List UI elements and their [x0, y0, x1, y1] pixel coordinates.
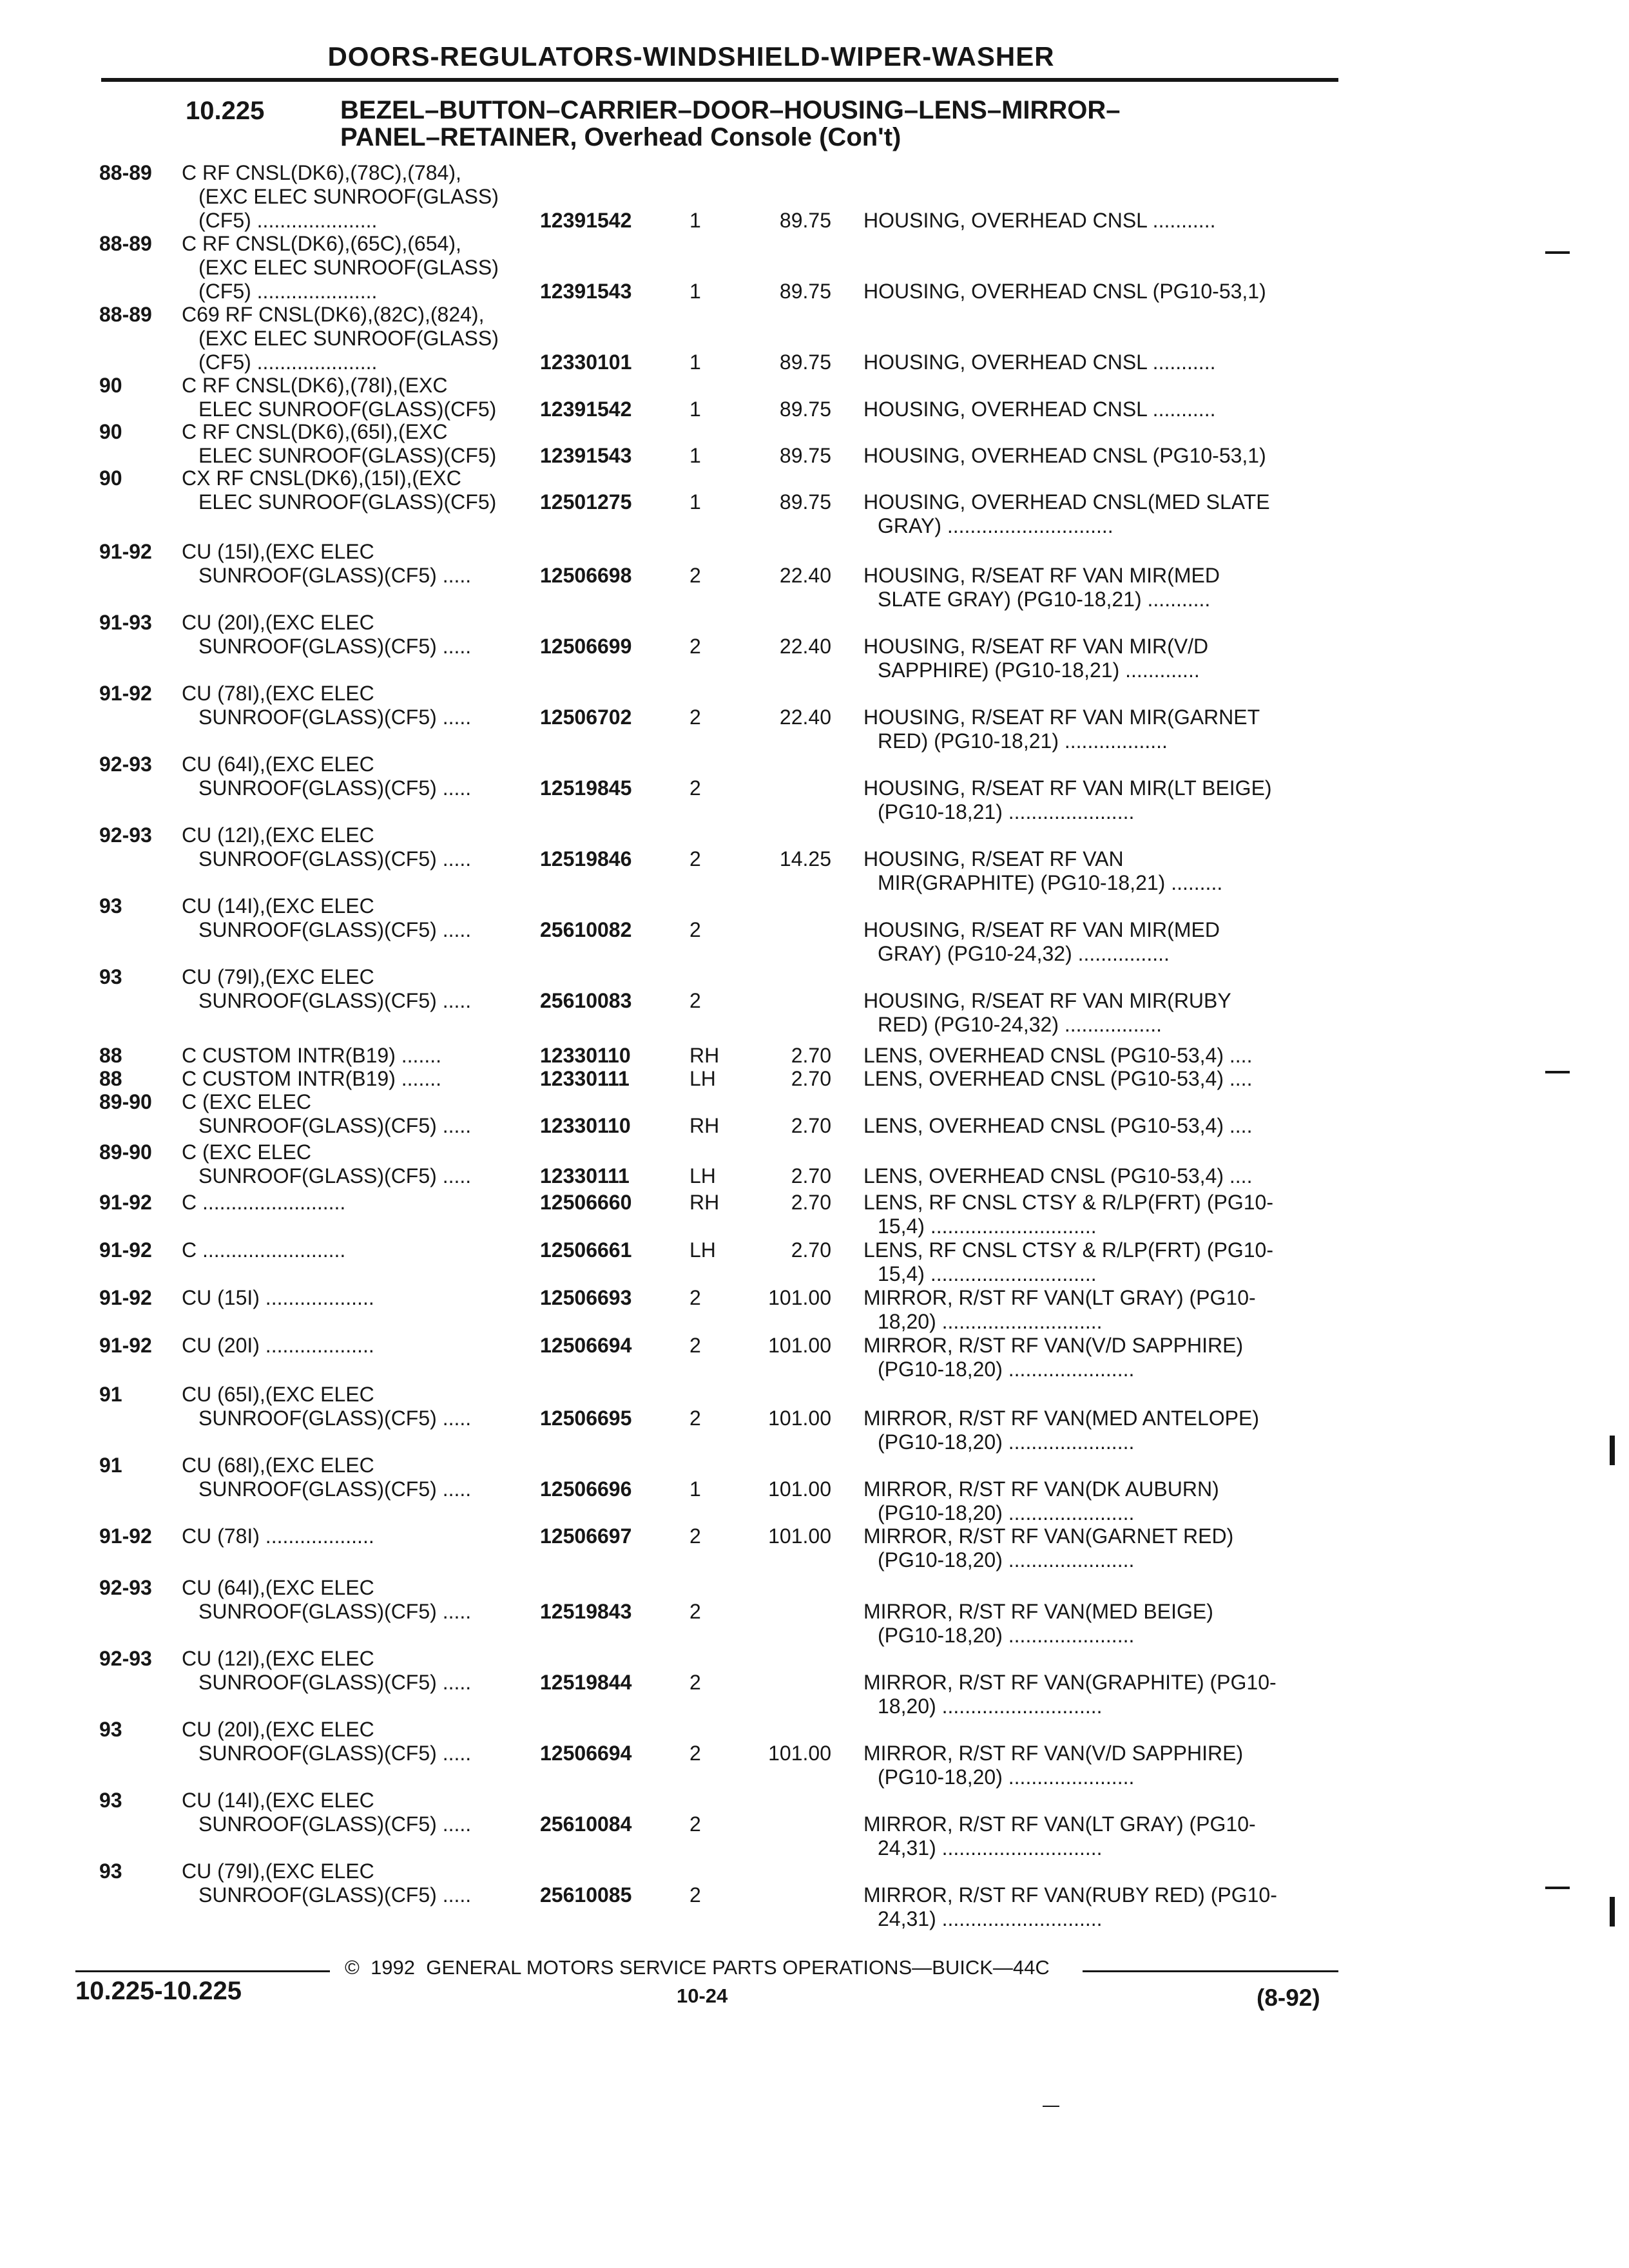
part-name: HOUSING, R/SEAT RF VAN MIR(V/D [863, 635, 1209, 658]
part-name: LENS, RF CNSL CTSY & R/LP(FRT) (PG10- [863, 1238, 1273, 1262]
model-year: 93 [99, 894, 122, 918]
application-description: SUNROOF(GLASS)(CF5) ..... [198, 776, 472, 800]
margin-mark [1545, 1071, 1570, 1073]
model-year: 90 [99, 466, 122, 490]
application-description: SUNROOF(GLASS)(CF5) ..... [198, 1812, 472, 1836]
part-name: 24,31) ............................ [878, 1907, 1103, 1930]
price: 2.70 [791, 1164, 831, 1187]
application-description: CU (12I),(EXC ELEC [182, 823, 374, 847]
part-name: LENS, OVERHEAD CNSL (PG10-53,4) .... [863, 1164, 1253, 1187]
part-name: MIRROR, R/ST RF VAN(GRAPHITE) (PG10- [863, 1671, 1277, 1694]
price: 101.00 [768, 1286, 831, 1309]
application-description: SUNROOF(GLASS)(CF5) ..... [198, 1883, 472, 1907]
part-name: MIRROR, R/ST RF VAN(DK AUBURN) [863, 1477, 1219, 1501]
quantity: 2 [689, 1524, 701, 1548]
footer-rule-left [75, 1970, 330, 1972]
quantity: 2 [689, 564, 701, 587]
part-name: HOUSING, OVERHEAD CNSL (PG10-53,1) [863, 444, 1266, 467]
part-number: 12330110 [540, 1044, 631, 1067]
application-description: SUNROOF(GLASS)(CF5) ..... [198, 1114, 472, 1137]
model-year: 88 [99, 1067, 122, 1090]
price: 89.75 [779, 351, 831, 374]
model-year: 91 [99, 1383, 122, 1406]
margin-mark [1610, 1436, 1615, 1465]
part-number: 12506697 [540, 1524, 632, 1548]
quantity: RH [689, 1114, 720, 1137]
application-description: ELEC SUNROOF(GLASS)(CF5) [198, 490, 497, 514]
part-number: 25610085 [540, 1883, 632, 1907]
application-description: CX RF CNSL(DK6),(15I),(EXC [182, 466, 461, 490]
model-year: 91-93 [99, 611, 152, 634]
model-year: 93 [99, 965, 122, 988]
part-name: MIRROR, R/ST RF VAN(V/D SAPPHIRE) [863, 1334, 1244, 1357]
application-description: C CUSTOM INTR(B19) ....... [182, 1044, 441, 1067]
part-name: LENS, OVERHEAD CNSL (PG10-53,4) .... [863, 1114, 1253, 1137]
quantity: LH [689, 1067, 716, 1090]
part-name: (PG10-18,20) ...................... [878, 1765, 1135, 1789]
part-name: HOUSING, OVERHEAD CNSL (PG10-53,1) [863, 280, 1266, 303]
price: 22.40 [779, 635, 831, 658]
part-number: 12391543 [540, 280, 632, 303]
model-year: 92-93 [99, 1647, 152, 1670]
part-name: (PG10-18,21) ...................... [878, 800, 1135, 823]
footer-rule-right [1083, 1970, 1338, 1972]
part-number: 12330111 [540, 1164, 630, 1187]
price: 89.75 [779, 280, 831, 303]
application-description: CU (79I),(EXC ELEC [182, 965, 374, 988]
quantity: 2 [689, 1600, 701, 1623]
application-description: (EXC ELEC SUNROOF(GLASS) [198, 327, 499, 350]
quantity: 1 [689, 490, 701, 514]
application-description: SUNROOF(GLASS)(CF5) ..... [198, 706, 472, 729]
part-number: 12391542 [540, 209, 632, 232]
application-description: (EXC ELEC SUNROOF(GLASS) [198, 185, 499, 208]
price: 89.75 [779, 209, 831, 232]
part-name: HOUSING, OVERHEAD CNSL ........... [863, 351, 1216, 374]
part-name: HOUSING, OVERHEAD CNSL ........... [863, 209, 1216, 232]
quantity: 2 [689, 918, 701, 941]
application-description: SUNROOF(GLASS)(CF5) ..... [198, 635, 472, 658]
part-name: (PG10-18,20) ...................... [878, 1358, 1135, 1381]
application-description: SUNROOF(GLASS)(CF5) ..... [198, 918, 472, 941]
application-description: SUNROOF(GLASS)(CF5) ..... [198, 1600, 472, 1623]
quantity: RH [689, 1191, 720, 1214]
application-description: SUNROOF(GLASS)(CF5) ..... [198, 847, 472, 870]
part-name: 18,20) ............................ [878, 1310, 1103, 1333]
model-year: 88-89 [99, 161, 152, 184]
part-number: 12330110 [540, 1114, 631, 1137]
footer-page-number: 10-24 [677, 1984, 728, 2007]
application-description: CU (65I),(EXC ELEC [182, 1383, 374, 1406]
quantity: 2 [689, 635, 701, 658]
application-description: SUNROOF(GLASS)(CF5) ..... [198, 1407, 472, 1430]
part-name: RED) (PG10-18,21) .................. [878, 729, 1168, 753]
quantity: 2 [689, 1671, 701, 1694]
footer-revision-date: (8-92) [1257, 1984, 1320, 2011]
application-description: C RF CNSL(DK6),(78I),(EXC [182, 374, 448, 397]
part-name: (PG10-18,20) ...................... [878, 1501, 1135, 1524]
part-number: 12330111 [540, 1067, 630, 1090]
part-number: 12501275 [540, 490, 632, 514]
application-description: CU (64I),(EXC ELEC [182, 753, 374, 776]
application-description: CU (64I),(EXC ELEC [182, 1576, 374, 1599]
part-name: MIRROR, R/ST RF VAN(LT GRAY) (PG10- [863, 1286, 1256, 1309]
quantity: 1 [689, 280, 701, 303]
model-year: 91 [99, 1454, 122, 1477]
part-name: HOUSING, R/SEAT RF VAN [863, 847, 1124, 870]
part-number: 12506693 [540, 1286, 632, 1309]
model-year: 91-92 [99, 682, 152, 705]
application-description: SUNROOF(GLASS)(CF5) ..... [198, 1477, 472, 1501]
application-description: (EXC ELEC SUNROOF(GLASS) [198, 256, 499, 279]
application-description: (CF5) ..................... [198, 351, 378, 374]
part-number: 12506696 [540, 1477, 632, 1501]
part-name: MIR(GRAPHITE) (PG10-18,21) ......... [878, 871, 1223, 894]
quantity: 1 [689, 444, 701, 467]
model-year: 90 [99, 374, 122, 397]
part-name: MIRROR, R/ST RF VAN(V/D SAPPHIRE) [863, 1742, 1244, 1765]
part-number: 12506702 [540, 706, 632, 729]
model-year: 89-90 [99, 1140, 152, 1164]
part-number: 12506694 [540, 1742, 632, 1765]
part-name: 15,4) ............................. [878, 1262, 1097, 1285]
part-number: 12519846 [540, 847, 632, 870]
application-description: C ......................... [182, 1191, 346, 1214]
section-title: DOORS-REGULATORS-WINDSHIELD-WIPER-WASHER [327, 41, 1055, 72]
application-description: (CF5) ..................... [198, 280, 378, 303]
quantity: 2 [689, 1883, 701, 1907]
part-name: HOUSING, OVERHEAD CNSL(MED SLATE [863, 490, 1270, 514]
application-description: C ......................... [182, 1238, 346, 1262]
price: 101.00 [768, 1334, 831, 1357]
application-description: SUNROOF(GLASS)(CF5) ..... [198, 1671, 472, 1694]
application-description: CU (79I),(EXC ELEC [182, 1860, 374, 1883]
application-description: CU (12I),(EXC ELEC [182, 1647, 374, 1670]
quantity: 2 [689, 1334, 701, 1357]
quantity: 2 [689, 847, 701, 870]
price: 89.75 [779, 398, 831, 421]
application-description: C (EXC ELEC [182, 1140, 311, 1164]
application-description: CU (15I) ................... [182, 1286, 374, 1309]
part-name: LENS, OVERHEAD CNSL (PG10-53,4) .... [863, 1067, 1253, 1090]
application-description: SUNROOF(GLASS)(CF5) ..... [198, 989, 472, 1012]
quantity: 1 [689, 209, 701, 232]
model-year: 93 [99, 1789, 122, 1812]
application-description: SUNROOF(GLASS)(CF5) ..... [198, 1742, 472, 1765]
part-name: MIRROR, R/ST RF VAN(MED BEIGE) [863, 1600, 1213, 1623]
price: 14.25 [779, 847, 831, 870]
model-year: 88-89 [99, 303, 152, 326]
application-description: ELEC SUNROOF(GLASS)(CF5) [198, 398, 497, 421]
part-number: 25610082 [540, 918, 632, 941]
model-year: 93 [99, 1718, 122, 1741]
price: 22.40 [779, 706, 831, 729]
application-description: ELEC SUNROOF(GLASS)(CF5) [198, 444, 497, 467]
part-number: 12506699 [540, 635, 632, 658]
part-number: 12391543 [540, 444, 632, 467]
part-number: 12506660 [540, 1191, 632, 1214]
application-description: CU (78I),(EXC ELEC [182, 682, 374, 705]
price: 89.75 [779, 444, 831, 467]
model-year: 93 [99, 1860, 122, 1883]
price: 2.70 [791, 1067, 831, 1090]
quantity: 1 [689, 351, 701, 374]
part-number: 25610083 [540, 989, 632, 1012]
application-description: C (EXC ELEC [182, 1090, 311, 1113]
application-description: C CUSTOM INTR(B19) ....... [182, 1067, 441, 1090]
part-name: LENS, OVERHEAD CNSL (PG10-53,4) .... [863, 1044, 1253, 1067]
application-description: C69 RF CNSL(DK6),(82C),(824), [182, 303, 485, 326]
application-description: CU (68I),(EXC ELEC [182, 1454, 374, 1477]
part-name: HOUSING, R/SEAT RF VAN MIR(GARNET [863, 706, 1260, 729]
model-year: 91-92 [99, 540, 152, 563]
quantity: 2 [689, 1407, 701, 1430]
model-year: 91-92 [99, 1191, 152, 1214]
quantity: LH [689, 1238, 716, 1262]
model-year: 88 [99, 1044, 122, 1067]
quantity: 2 [689, 1742, 701, 1765]
part-name: RED) (PG10-24,32) ................. [878, 1013, 1162, 1036]
quantity: 1 [689, 1477, 701, 1501]
margin-mark [1545, 1887, 1570, 1889]
application-description: CU (20I),(EXC ELEC [182, 1718, 374, 1741]
price: 2.70 [791, 1191, 831, 1214]
quantity: LH [689, 1164, 716, 1187]
part-number: 12391542 [540, 398, 632, 421]
quantity: 2 [689, 706, 701, 729]
part-name: (PG10-18,20) ...................... [878, 1430, 1135, 1454]
model-year: 89-90 [99, 1090, 152, 1113]
application-description: SUNROOF(GLASS)(CF5) ..... [198, 564, 472, 587]
quantity: 2 [689, 1812, 701, 1836]
part-number: 12506698 [540, 564, 632, 587]
application-description: CU (14I),(EXC ELEC [182, 894, 374, 918]
part-name: MIRROR, R/ST RF VAN(MED ANTELOPE) [863, 1407, 1259, 1430]
part-name: HOUSING, R/SEAT RF VAN MIR(MED [863, 918, 1220, 941]
quantity: 2 [689, 776, 701, 800]
margin-mark [1043, 2106, 1059, 2107]
quantity: RH [689, 1044, 720, 1067]
part-name: HOUSING, R/SEAT RF VAN MIR(RUBY [863, 989, 1231, 1012]
price: 101.00 [768, 1407, 831, 1430]
model-year: 91-92 [99, 1286, 152, 1309]
price: 2.70 [791, 1044, 831, 1067]
margin-mark [1610, 1897, 1615, 1927]
part-number: 12519845 [540, 776, 632, 800]
model-year: 92-93 [99, 753, 152, 776]
application-description: C RF CNSL(DK6),(65C),(654), [182, 232, 461, 255]
price: 22.40 [779, 564, 831, 587]
application-description: CU (20I),(EXC ELEC [182, 611, 374, 634]
application-description: (CF5) ..................... [198, 209, 378, 232]
application-description: CU (15I),(EXC ELEC [182, 540, 374, 563]
group-number: 10.225 [186, 97, 265, 125]
model-year: 91-92 [99, 1238, 152, 1262]
quantity: 1 [689, 398, 701, 421]
part-name: HOUSING, R/SEAT RF VAN MIR(LT BEIGE) [863, 776, 1272, 800]
part-number: 12519843 [540, 1600, 632, 1623]
model-year: 92-93 [99, 823, 152, 847]
application-description: C RF CNSL(DK6),(65I),(EXC [182, 420, 448, 443]
part-name: SLATE GRAY) (PG10-18,21) ........... [878, 588, 1211, 611]
model-year: 92-93 [99, 1576, 152, 1599]
part-name: SAPPHIRE) (PG10-18,21) ............. [878, 658, 1200, 682]
price: 101.00 [768, 1524, 831, 1548]
quantity: 2 [689, 989, 701, 1012]
model-year: 91-92 [99, 1524, 152, 1548]
part-name: (PG10-18,20) ...................... [878, 1624, 1135, 1647]
application-description: CU (78I) ................... [182, 1524, 374, 1548]
part-name: 15,4) ............................. [878, 1215, 1097, 1238]
price: 89.75 [779, 490, 831, 514]
model-year: 88-89 [99, 232, 152, 255]
group-title-line1: BEZEL–BUTTON–CARRIER–DOOR–HOUSING–LENS–MIRROR– [340, 96, 1121, 124]
application-description: SUNROOF(GLASS)(CF5) ..... [198, 1164, 472, 1187]
price: 101.00 [768, 1477, 831, 1501]
part-name: (PG10-18,20) ...................... [878, 1548, 1135, 1571]
part-name: MIRROR, R/ST RF VAN(RUBY RED) (PG10- [863, 1883, 1277, 1907]
group-title-line2: PANEL–RETAINER, Overhead Console (Con't) [340, 123, 901, 151]
part-name: 18,20) ............................ [878, 1695, 1103, 1718]
footer-group-range: 10.225-10.225 [75, 1977, 242, 2005]
part-number: 12506694 [540, 1334, 632, 1357]
part-name: HOUSING, R/SEAT RF VAN MIR(MED [863, 564, 1220, 587]
application-description: CU (20I) ................... [182, 1334, 374, 1357]
part-number: 12330101 [540, 351, 632, 374]
part-name: LENS, RF CNSL CTSY & R/LP(FRT) (PG10- [863, 1191, 1273, 1214]
part-number: 25610084 [540, 1812, 632, 1836]
model-year: 90 [99, 420, 122, 443]
part-name: GRAY) ............................. [878, 514, 1113, 537]
part-name: GRAY) (PG10-24,32) ................ [878, 942, 1170, 965]
application-description: C RF CNSL(DK6),(78C),(784), [182, 161, 461, 184]
part-number: 12506661 [540, 1238, 632, 1262]
part-name: 24,31) ............................ [878, 1836, 1103, 1860]
part-name: MIRROR, R/ST RF VAN(GARNET RED) [863, 1524, 1234, 1548]
part-number: 12506695 [540, 1407, 632, 1430]
part-name: HOUSING, OVERHEAD CNSL ........... [863, 398, 1216, 421]
quantity: 2 [689, 1286, 701, 1309]
model-year: 91-92 [99, 1334, 152, 1357]
footer-copyright: © 1992 GENERAL MOTORS SERVICE PARTS OPERATIONS—BUICK—44C [345, 1956, 1050, 1979]
part-name: MIRROR, R/ST RF VAN(LT GRAY) (PG10- [863, 1812, 1256, 1836]
price: 2.70 [791, 1238, 831, 1262]
application-description: CU (14I),(EXC ELEC [182, 1789, 374, 1812]
margin-mark [1545, 251, 1570, 254]
price: 101.00 [768, 1742, 831, 1765]
part-number: 12519844 [540, 1671, 632, 1694]
price: 2.70 [791, 1114, 831, 1137]
